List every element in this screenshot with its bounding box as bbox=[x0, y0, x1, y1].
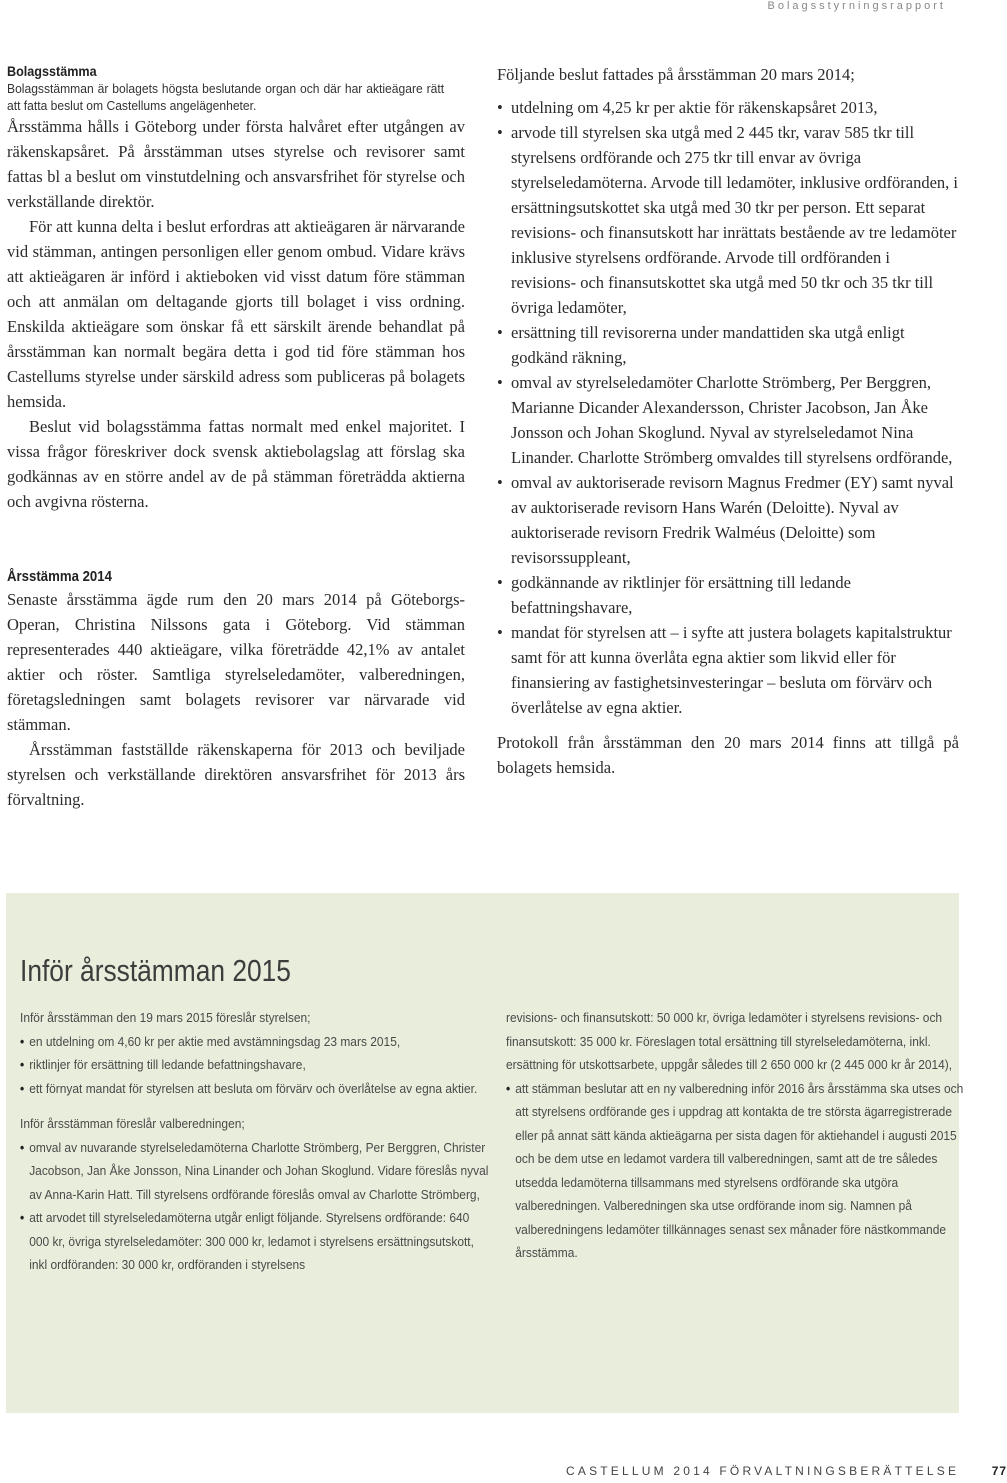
nomination-proposals-list bbox=[20, 1136, 489, 1277]
list-item: • omval av auktoriserade revisorn Magnus Fredmer (EY) samt nyval av auktoriserade revisorn Hans Warén (Deloitte). Nyval av auktoriserade revisorn Fredrik Walméus (Deloitte) som revisorssuppleant, bbox=[497, 470, 959, 570]
list-item: • omval av nuvarande styrelseledamöterna Charlotte Strömberg, Per Berggren, Christer Jacobson, Jan Åke Jonsson, Nina Linander och Johan Skoglund. Vidare föreslås nyval av Anna-Karin Hatt. Till styrelsens ordförande föreslås omval av Charlotte Strömberg, bbox=[20, 1136, 489, 1207]
running-header: Bolagsstyrningsrapport bbox=[767, 0, 946, 12]
paragraph: Beslut vid bolagsstämma fattas normalt med enkel majoritet. I vissa frågor föreskriver dock svensk aktiebolagslag att förslag ska godkännas av en större andel av de på stämman företrädda aktierna och avgivna rösterna. bbox=[7, 417, 465, 511]
section-arsstamma-2014 bbox=[7, 567, 465, 812]
section-heading-arsstamma-2014: Årsstämma 2014 bbox=[7, 568, 112, 585]
page-number: 77 bbox=[991, 1464, 1007, 1478]
section-intro: Bolagsstämman är bolagets högsta beslutande organ och där har aktieägare rätt att fatta beslut om Castellums angelägenheter. bbox=[7, 81, 445, 113]
agm-2015-box bbox=[6, 893, 964, 1413]
list-item: • en utdelning om 4,60 kr per aktie med avstämningsdag 23 mars 2015, bbox=[20, 1030, 489, 1054]
box-right-column bbox=[506, 1006, 986, 1265]
paragraph: Senaste årsstämma ägde rum den 20 mars 2014 på Göteborgs-Operan, Christina Nilssons gata i Göteborg. Vid stämman representerades 440 aktieägare, vilka företrädde 42,1% av antalet aktier och röster. Samtliga styrelseledamöter, valberedningen, företagsledningen samt bolagets revisorer var närvarade vid stämman. bbox=[7, 590, 465, 734]
paragraph: Årsstämman fastställde räkenskaperna för 2013 och beviljade styrelsen och verkställande direktören ansvarsfrihet för 2013 års förvaltning. bbox=[7, 740, 465, 809]
list-item: • mandat för styrelsen att – i syfte att justera bolagets kapitalstruktur samt för att kunna överlåta egna aktier som likvid eller för finansiering av fastighetsinvesteringar – besluta om förvärv och överlåtelse av egna aktier. bbox=[497, 620, 959, 720]
box-intro: Inför årsstämman föreslår valberedningen; bbox=[20, 1116, 245, 1131]
section-heading-bolagsstamma: Bolagsstämma bbox=[7, 63, 97, 79]
continuation-text: revisions- och finansutskott: 50 000 kr, övriga ledamöter i styrelsens revisions- och finansutskott: 35 000 kr. Föreslagen total ersättning till styrelseledamöterna, inkl. ersättning för utskottsarbete, uppgår således till 2 650 000 kr (2 445 000 kr år 2014), bbox=[506, 1010, 953, 1072]
paragraph: Årsstämma hålls i Göteborg under första halvåret efter utgången av räkenskapsåret. På årsstämman utses styrelse och revisorer samt fattas bl a beslut om vinstutdelning och ansvarsfrihet för styrelse och verkställande direktör. bbox=[7, 117, 465, 211]
footer-title: CASTELLUM 2014 FÖRVALTNINGSBERÄTTELSE bbox=[566, 1464, 960, 1478]
board-proposals-list bbox=[20, 1030, 489, 1101]
list-item: • godkännande av riktlinjer för ersättning till ledande befattningshavare, bbox=[497, 570, 959, 620]
list-item: • att arvodet till styrelseledamöterna utgår enligt följande. Styrelsens ordförande: 640 000 kr, övriga styrelseledamöter: 300 000 kr, ledamot i styrelsens ersättningsutskott, inkl ordföranden: 30 000 kr, ordföranden i styrelsens bbox=[20, 1206, 489, 1277]
resolutions-list bbox=[497, 95, 959, 720]
nomination-proposals-continued bbox=[506, 1077, 975, 1265]
resolutions-lead: Följande beslut fattades på årsstämman 20 mars 2014; bbox=[497, 65, 855, 84]
box-intro: Inför årsstämman den 19 mars 2015 föreslår styrelsen; bbox=[20, 1010, 311, 1025]
minutes-note: Protokoll från årsstämman den 20 mars 2014 finns att tillgå på bolagets hemsida. bbox=[497, 733, 959, 777]
paragraph: För att kunna delta i beslut erfordras att aktieägaren är närvarande vid stämman, antingen personligen eller genom ombud. Vidare krävs att aktieägaren är införd i aktieboken vid visst datum före stämman och att anmälan om deltagande gjorts till bolaget i viss ordning. Enskilda aktieägare som önskar få ett särskilt ärende behandlat på årsstämman kan normalt begära detta i god tid före stämman hos Castellums styrelse under särskild adress som publiceras på bolagets hemsida. bbox=[7, 217, 465, 411]
list-item: • ersättning till revisorerna under mandattiden ska utgå enligt godkänd räkning, bbox=[497, 320, 959, 370]
box-title: Inför årsstämman 2015 bbox=[20, 953, 291, 988]
list-item: • utdelning om 4,25 kr per aktie för räkenskapsåret 2013, bbox=[497, 95, 959, 120]
list-item: • omval av styrelseledamöter Charlotte Strömberg, Per Berggren, Marianne Dicander Alexandersson, Christer Jacobson, Jan Åke Jonsson och Johan Skoglund. Nyval av styrelseledamot Nina Linander. Charlotte Strömberg omvaldes till styrelsens ordförande, bbox=[497, 370, 959, 470]
list-item: • arvode till styrelsen ska utgå med 2 445 tkr, varav 585 tkr till styrelsens ordförande och 275 tkr till envar av övriga styrelseledamöterna. Arvode till ledamöter, inklusive ordföranden, i ersättningsutskottet ska utgå med 30 tkr per person. Ett separat revisions- och finansutskott har inrättats bestående av tre ledamöter inklusive styrelsens ordförande. Arvode till ordföranden i revisions- och finansutskottet ska utgå med 50 tkr och 35 tkr till övriga ledamöter, bbox=[497, 120, 959, 320]
list-item: • riktlinjer för ersättning till ledande befattningshavare, bbox=[20, 1053, 489, 1077]
right-column bbox=[497, 62, 959, 780]
left-column bbox=[7, 62, 465, 809]
box-left-column bbox=[20, 1006, 500, 1277]
page-footer bbox=[566, 1464, 1007, 1478]
list-item: • att stämman beslutar att en ny valberedning inför 2016 års årsstämma ska utses och att styrelsens ordförande ges i uppdrag att kontakta de tre största ägarregistrerade eller på annat sätt kända aktieägarna per sista dagen för aktiehandel i augusti 2015 och be dem utse en ledamot vardera till valberedningen, samt att de tre således utsedda ledamöterna tillsammans med styrelsens ordförande ska utgöra valberedningen. Valberedningen ska utse ordförande inom sig. Namnen på valberedningens ledamöter tillkännages senast sex månader före nästkommande årsstämma. bbox=[506, 1077, 975, 1265]
list-item: • ett förnyat mandat för styrelsen att besluta om förvärv och överlåtelse av egna aktier. bbox=[20, 1077, 489, 1101]
